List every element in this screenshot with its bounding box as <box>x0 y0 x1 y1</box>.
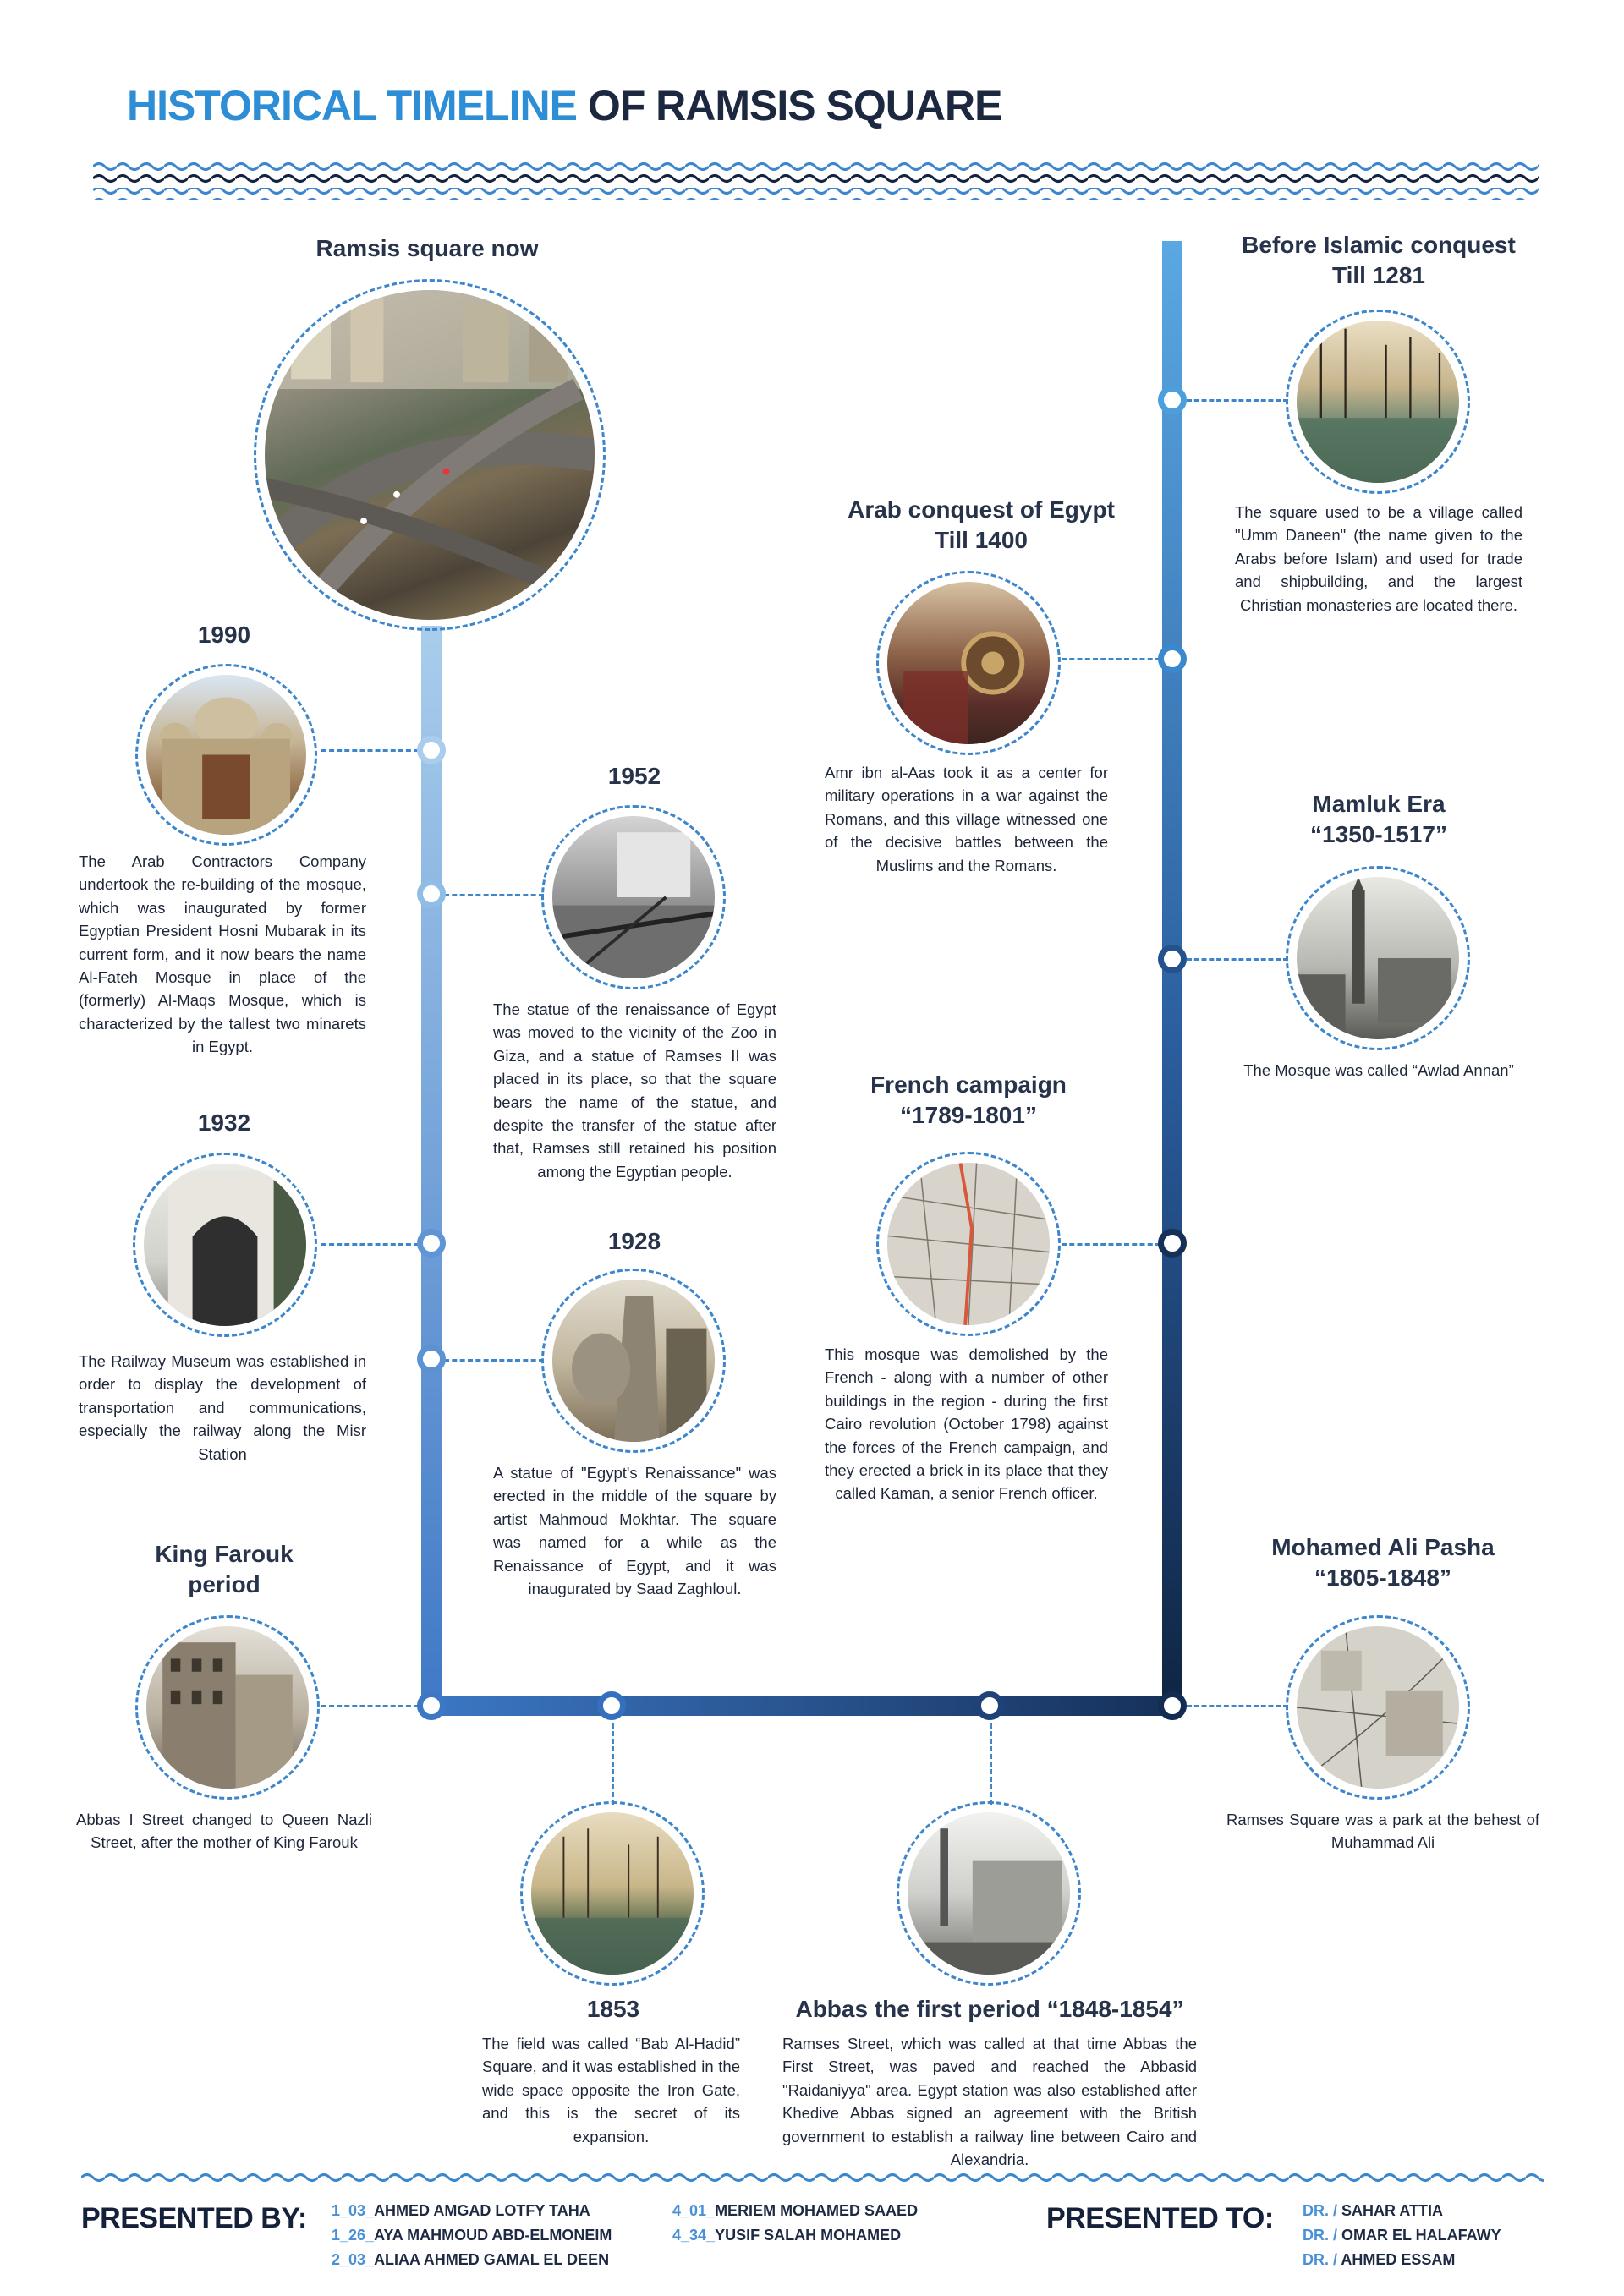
text-french: This mosque was demolished by the French - along with a number of other buildings in the region - during the first Cairo revolution (October 1798) against the forces of the French campaign, and they erected a brick in its place that they called Kaman, a senior French officer. <box>825 1345 1108 1503</box>
presented-to-heading: PRESENTED TO: <box>1046 2202 1274 2234</box>
connector-ali <box>1187 1705 1288 1707</box>
connector-farouk <box>321 1705 419 1707</box>
timeline-node-farouk <box>417 1691 446 1720</box>
label-1952: 1952 <box>607 763 661 789</box>
text-1952: The statue of the renaissance of Egypt was moved to the vicinity of the Zoo in Giza, and a statue of Ramses II was placed in its place, so that the square bears the name of the statue, and despite the transfer of the statue after that, Ramses still retained his position among the Egyptian people. <box>493 1000 776 1181</box>
connector-1928 <box>444 1359 544 1362</box>
connector-1952 <box>444 894 544 896</box>
timeline-node-french <box>1158 1229 1187 1258</box>
label-farouk <box>118 1539 330 1601</box>
label-farouk-line1: King Farouk <box>155 1541 294 1567</box>
photo-before-islamic <box>1286 310 1470 494</box>
label-french <box>799 1070 1138 1132</box>
label-ali-line1: Mohamed Ali Pasha <box>1271 1534 1495 1560</box>
connector-french <box>1062 1243 1160 1246</box>
label-farouk-line2: period <box>188 1571 261 1598</box>
label-1932: 1932 <box>197 1110 251 1136</box>
timeline-node-mamluk <box>1158 945 1187 973</box>
photo-1853-port <box>520 1801 705 1986</box>
student-3: 2_03_ALIAA AHMED GAMAL EL DEEN <box>332 2251 610 2268</box>
photo-farouk-period <box>135 1615 320 1800</box>
student-5: 4_34_YUSIF SALAH MOHAMED <box>672 2227 902 2244</box>
photo-mamluk-mosque <box>1286 866 1470 1050</box>
title-rest: OF RAMSIS SQUARE <box>587 82 1002 129</box>
label-before-line2: Till 1281 <box>1331 262 1425 289</box>
timeline-node-before <box>1158 386 1187 414</box>
timeline-node-arab <box>1158 644 1187 673</box>
connector-1990 <box>321 749 419 752</box>
text-1990: The Arab Contractors Company undertook the re-building of the mosque, which was inaugurated by former Egyptian President Hosni Mubarak in its current form, and it now bears the name Al-Fateh Mosque in place of the (formerly) Al-Maqs Mosque, which is characterized by the tallest two minarets in Egypt. <box>79 852 366 1055</box>
label-french-line2: “1789-1801” <box>900 1102 1037 1129</box>
text-arab: Amr ibn al-Aas took it as a center for military operations in a war against the Romans, and this village witnessed one of the decisive battles between the Muslims and the Romans. <box>825 764 1108 874</box>
text-abbas: Ramses Street, which was called at that time Abbas the First Street, was paved and reached the Abbasid "Raidaniyya" area. Egypt station was also established after Khedive Abbas signed an agreement with the British government to establish a railway line between Cairo and Alexandria. <box>782 2035 1197 2168</box>
photo-ramsis-now <box>254 279 606 631</box>
student-1: 1_03_AHMED AMGAD LOTFY TAHA <box>332 2202 590 2219</box>
text-farouk: Abbas I Street changed to Queen Nazli Street, after the mother of King Farouk <box>76 1811 372 1852</box>
label-1990: 1990 <box>197 622 251 648</box>
footer-wave-divider <box>81 2172 1544 2185</box>
label-before <box>1201 230 1556 292</box>
photo-1952-square <box>541 805 726 989</box>
connector-1932 <box>321 1243 419 1246</box>
presented-by-heading: PRESENTED BY: <box>81 2202 307 2234</box>
label-ali <box>1226 1532 1539 1594</box>
label-mamluk-line1: Mamluk Era <box>1312 791 1446 817</box>
label-arab-line2: Till 1400 <box>934 527 1028 554</box>
timeline-node-ali <box>1158 1691 1187 1720</box>
label-ali-line2: “1805-1848” <box>1314 1564 1451 1592</box>
student-4: 4_01_MERIEM MOHAMED SAAED <box>672 2202 919 2219</box>
supervisors-col <box>1303 2202 1501 2269</box>
label-before-line1: Before Islamic conquest <box>1242 232 1516 258</box>
timeline-node-1990 <box>417 736 446 764</box>
label-arab-line1: Arab conquest of Egypt <box>848 496 1115 523</box>
label-french-line1: French campaign <box>870 1071 1067 1098</box>
text-mamluk: The Mosque was called “Awlad Annan” <box>1243 1061 1514 1079</box>
text-1932: The Railway Museum was established in order to display the development of transportation and communications, especially the railway along the Misr Station <box>79 1352 366 1463</box>
label-now: Ramsis square now <box>315 235 539 261</box>
text-before: The square used to be a village called "Umm Daneen" (the name given to the Arabs before Islam) and used for trade and shipbuilding, and the largest Christian monasteries are located there. <box>1235 503 1522 614</box>
title-highlight: HISTORICAL TIMELINE <box>127 82 577 129</box>
photo-french-map <box>876 1152 1061 1336</box>
photo-ali-park-map <box>1286 1615 1470 1800</box>
label-1928: 1928 <box>607 1228 661 1254</box>
supervisor-2: DR. / OMAR EL HALAFAWY <box>1303 2227 1501 2244</box>
supervisor-3: DR. / AHMED ESSAM <box>1303 2251 1456 2268</box>
photo-1990-mosque <box>135 664 317 846</box>
student-2: 1_26_AYA MAHMOUD ABD-ELMONEIM <box>332 2227 612 2244</box>
label-abbas: Abbas the first period “1848-1854” <box>795 1996 1184 2022</box>
text-1853: The field was called “Bab Al-Hadid” Square, and it was established in the wide space opposite the Iron Gate, and this is the secret of its expansion. <box>482 2035 740 2145</box>
connector-arab <box>1062 658 1160 660</box>
timeline-node-1952 <box>417 879 446 908</box>
label-arab <box>812 495 1150 556</box>
label-mamluk <box>1210 789 1548 851</box>
timeline-node-1928 <box>417 1345 446 1373</box>
timeline-node-1853 <box>597 1691 626 1720</box>
connector-mamluk <box>1187 958 1288 961</box>
connector-1853 <box>612 1723 614 1805</box>
connector-abbas <box>990 1723 992 1805</box>
photo-abbas-street <box>897 1801 1081 1986</box>
text-ali: Ramses Square was a park at the behest of Muhammad Ali <box>1226 1811 1539 1852</box>
students-col-1 <box>332 2202 612 2269</box>
text-1928: A statue of "Egypt's Renaissance" was erected in the middle of the square by artist Mahmoud Mokhtar. The square was named for a while as the Renaissance of Egypt, and it was inaugurated by Saad Zaghloul. <box>493 1464 776 1597</box>
students-col-2 <box>672 2202 918 2244</box>
connector-before <box>1187 399 1288 402</box>
photo-1932-railway-museum <box>133 1153 317 1337</box>
label-1853: 1853 <box>586 1996 640 2022</box>
label-mamluk-line2: “1350-1517” <box>1310 821 1447 848</box>
timeline-node-abbas <box>975 1691 1004 1720</box>
timeline-node-1932 <box>417 1229 446 1258</box>
photo-arab-conquest <box>876 571 1061 755</box>
photo-1928-statue <box>541 1269 726 1453</box>
supervisor-1: DR. / SAHAR ATTIA <box>1303 2202 1444 2219</box>
